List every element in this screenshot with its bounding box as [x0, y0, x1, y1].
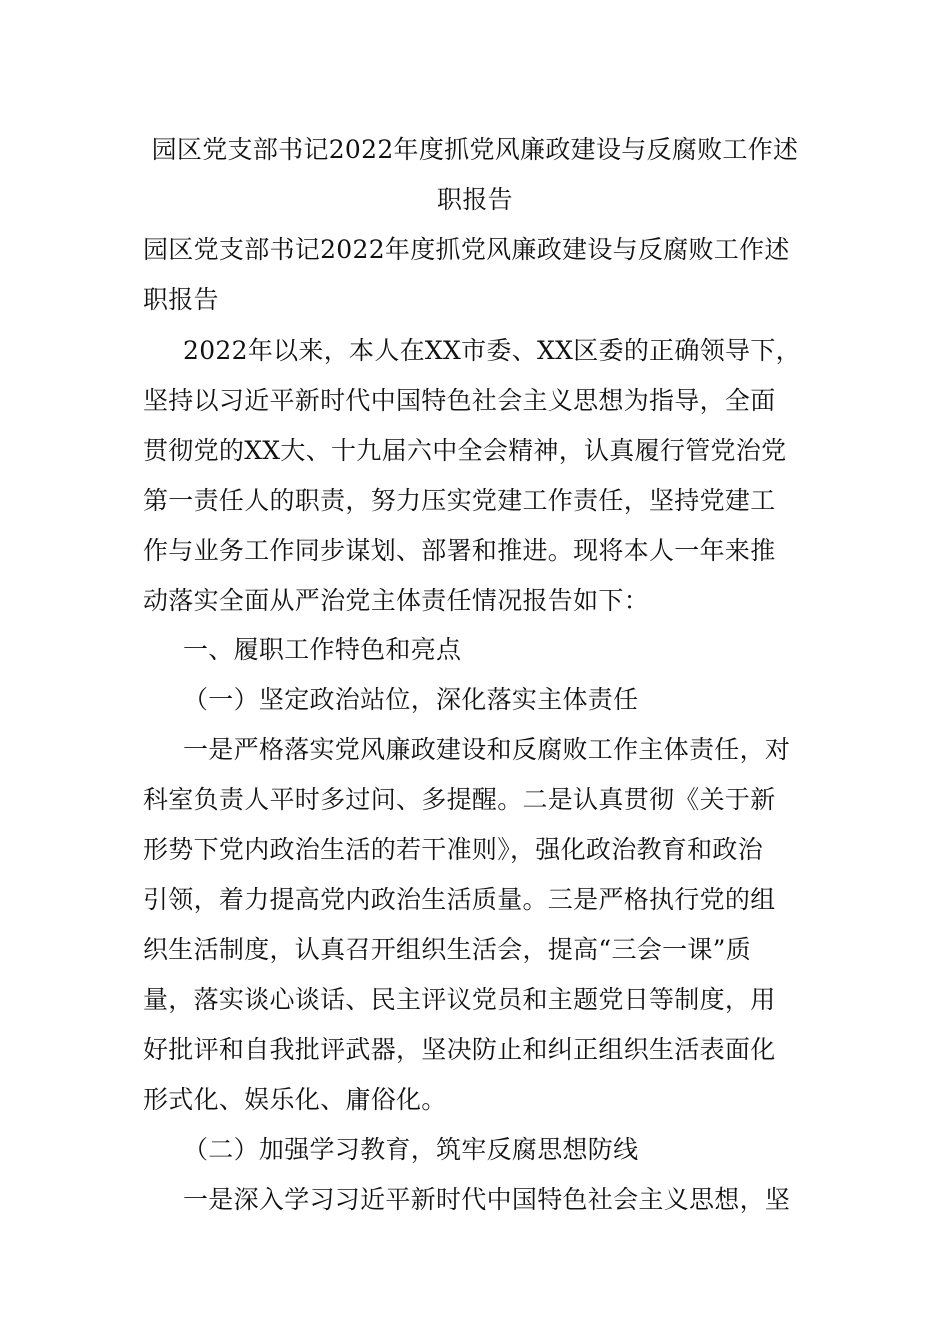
body-line: 科室负责人平时多过问、多提醒。二是认真贯彻《关于新	[143, 785, 776, 814]
document-title-line-1: 园区党支部书记2022年度抓党风廉政建设与反腐败工作述	[151, 135, 799, 164]
body-line: 一是深入学习习近平新时代中国特色社会主义思想，坚	[183, 1185, 791, 1214]
intro-line: 2022年以来，本人在XX市委、XX区委的正确领导下，	[183, 336, 801, 365]
intro-line: 第一责任人的职责，努力压实党建工作责任，坚持党建工	[143, 486, 776, 515]
intro-line: 作与业务工作同步谋划、部署和推进。现将本人一年来推	[143, 536, 776, 565]
subsection-heading: （一）坚定政治站位，深化落实主体责任	[183, 685, 639, 714]
body-line: 织生活制度，认真召开组织生活会，提高“三会一课”质	[143, 935, 752, 964]
body-line: 一是严格落实党风廉政建设和反腐败工作主体责任，对	[183, 735, 791, 764]
subtitle-line-2: 职报告	[143, 285, 219, 314]
body-line: 引领，着力提高党内政治生活质量。三是严格执行党的组	[143, 885, 776, 914]
subsection-heading: （二）加强学习教育，筑牢反腐思想防线	[183, 1135, 639, 1164]
body-line: 量，落实谈心谈话、民主评议党员和主题党日等制度，用	[143, 985, 776, 1014]
body-line: 形式化、娱乐化、庸俗化。	[143, 1085, 447, 1114]
intro-line: 坚持以习近平新时代中国特色社会主义思想为指导，全面	[143, 386, 776, 415]
section-heading: 一、履职工作特色和亮点	[183, 635, 462, 664]
subtitle-line-1: 园区党支部书记2022年度抓党风廉政建设与反腐败工作述	[143, 235, 790, 264]
body-line: 好批评和自我批评武器，坚决防止和纠正组织生活表面化	[143, 1035, 776, 1064]
intro-line: 动落实全面从严治党主体责任情况报告如下：	[143, 586, 650, 615]
intro-line: 贯彻党的XX大、十九届六中全会精神，认真履行管党治党	[143, 436, 787, 465]
document-title-line-2: 职报告	[437, 185, 513, 214]
body-line: 形势下党内政治生活的若干准则》，强化政治教育和政治	[143, 835, 764, 864]
